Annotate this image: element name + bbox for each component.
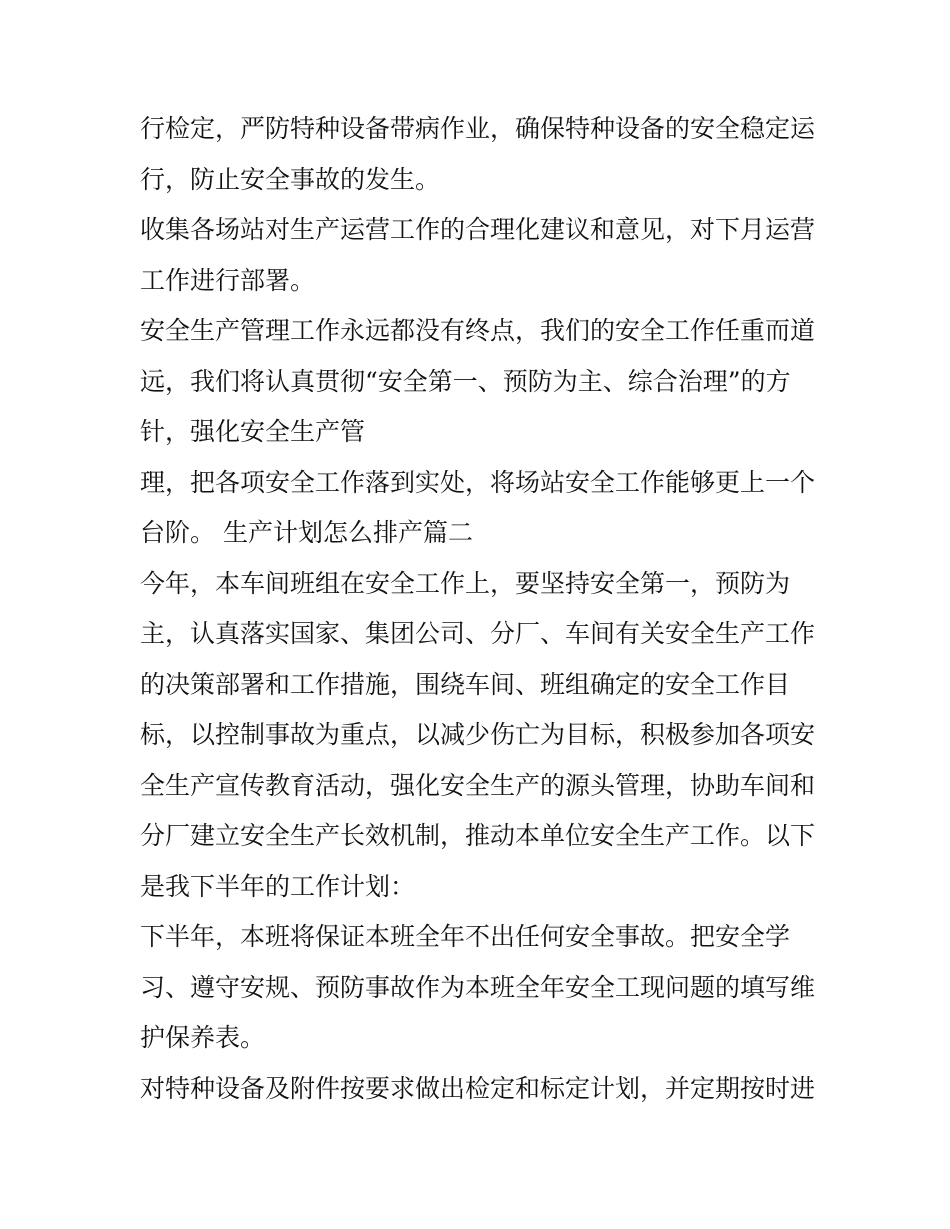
text-line: 下半年，本班将保证本班全年不出任何安全事故。把安全学 [140,922,791,951]
text-line: 的决策部署和工作措施，围绕车间、班组确定的安全工作目 [140,669,791,699]
text-line: 标，以控制事故为重点，以减少伤亡为目标，积极参加各项安 [140,720,816,749]
text-line: 台阶。 生产计划怎么排产篇二 [140,518,473,547]
text-line: 收集各场站对生产运营工作的合理化建议和意见，对下月运营 [140,215,816,244]
document-body [140,104,820,1114]
text-line: 是我下半年的工作计划： [140,871,416,901]
text-line: 工作进行部署。 [140,265,316,295]
text-line: 行，防止安全事故的发生。 [140,164,441,194]
text-line: 全生产宣传教育活动，强化安全生产的源头管理，协助车间和 [140,770,816,800]
text-line: 主，认真落实国家、集团公司、分厂、车间有关安全生产工作 [140,619,816,648]
text-line: 行检定，严防特种设备带病作业，确保特种设备的安全稳定运 [140,114,816,143]
text-line: 分厂建立安全生产长效机制，推动本单位安全生产工作。以下 [140,821,816,850]
text-line: 安全生产管理工作永远都没有终点，我们的安全工作任重而道 [140,316,816,345]
text-line: 对特种设备及附件按要求做出检定和标定计划，并定期按时进 [140,1073,816,1103]
text-line: 今年，本车间班组在安全工作上，要坚持安全第一，预防为 [140,568,791,598]
text-line: 习、遵守安规、预防事故作为本班全年安全工现问题的填写维 [140,972,816,1002]
text-line: 远，我们将认真贯彻“安全第一、预防为主、综合治理”的方 [140,366,791,396]
text-line: 针，强化安全生产管 [140,417,366,446]
text-line: 理，把各项安全工作落到实处，将场站安全工作能够更上一个 [140,467,816,497]
text-line: 护保养表。 [140,1023,266,1052]
